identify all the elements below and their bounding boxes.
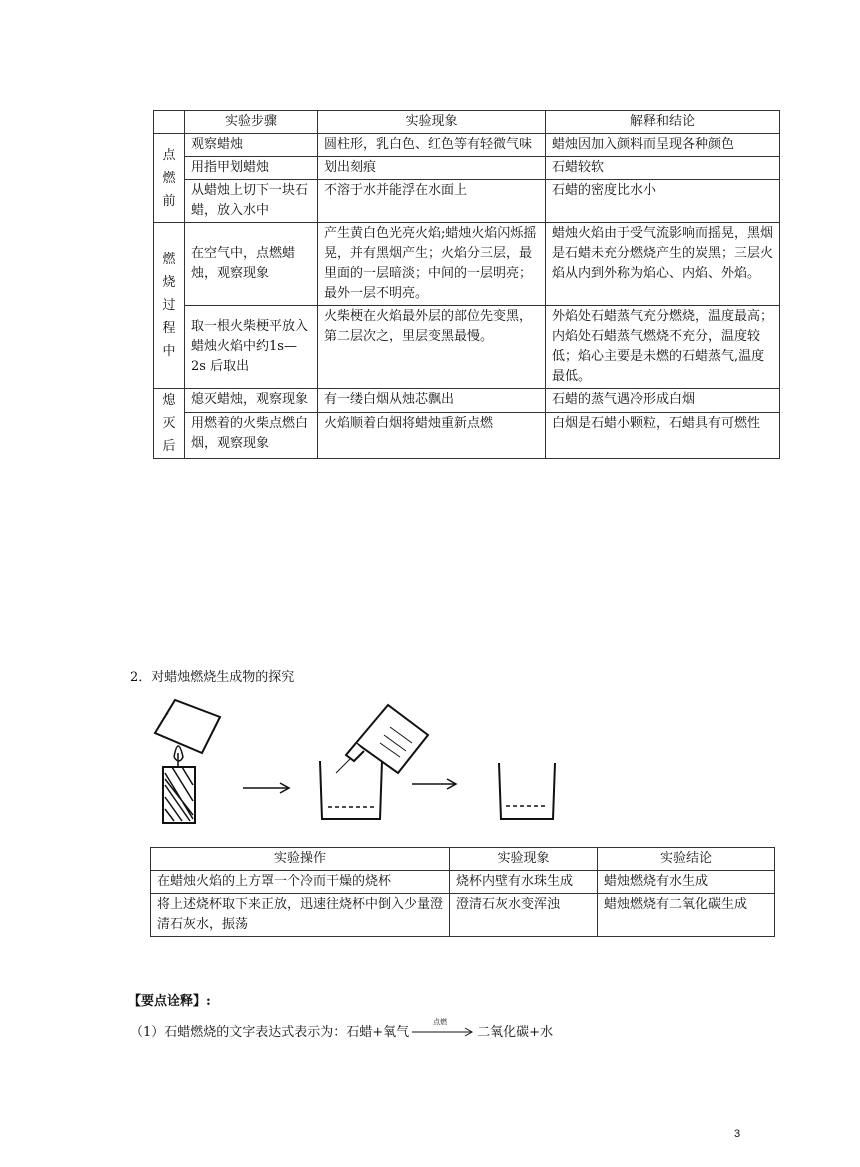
stage-label: 熄灭后 — [162, 393, 176, 454]
table-header-cell: 实验现象 — [450, 848, 598, 871]
phenomenon-cell: 产生黄白色光亮火焰;蜡烛火焰闪烁摇晃，并有黑烟产生；火焰分三层，最里面的一层暗淡；中间的一层明亮；最外一层不明亮。 — [318, 223, 546, 306]
conclusion-cell: 石蜡的蒸气遇冷形成白烟 — [546, 389, 780, 413]
beaker-icon — [499, 763, 555, 819]
equation-products: 二氧化碳+水 — [477, 1024, 554, 1040]
section-heading: 2．对蜡烛燃烧生成物的探究 — [130, 670, 295, 685]
beaker-icon — [320, 761, 382, 819]
right-arrow-icon — [411, 1020, 475, 1040]
arrow-icon — [243, 783, 289, 793]
table-header-row — [154, 111, 780, 134]
step-cell: 在空气中，点燃蜡烛，观察现象 — [185, 223, 318, 306]
conclusion-cell: 蜡烛燃烧有二氧化碳生成 — [598, 894, 775, 937]
reagent-bottle-icon — [336, 705, 428, 773]
step-cell: 用指甲划蜡烛 — [185, 157, 318, 180]
table-row — [151, 894, 775, 937]
table-row — [154, 413, 780, 459]
table-header-cell: 实验步骤 — [185, 111, 318, 134]
table-row — [151, 871, 775, 894]
conclusion-cell: 蜡烛燃烧有水生成 — [598, 871, 775, 894]
conclusion-cell: 白烟是石蜡小颗粒，石蜡具有可燃性 — [546, 413, 780, 459]
conclusion-cell: 石蜡较软 — [546, 157, 780, 180]
page-number: 3 — [734, 1128, 741, 1140]
table-row — [154, 389, 780, 413]
table-header-cell — [154, 111, 185, 134]
stage-after-cell — [154, 389, 185, 459]
conclusion-cell: 外焰处石蜡蒸气充分燃烧，温度最高；内焰处石蜡蒸气燃烧不充分，温度较低；焰心主要是未燃的石蜡蒸气,温度最低。 — [546, 306, 780, 389]
combustion-products-table — [150, 847, 775, 937]
phenomenon-cell: 划出刻痕 — [318, 157, 546, 180]
table-header-cell: 实验操作 — [151, 848, 450, 871]
stage-label: 燃烧过程中 — [162, 252, 176, 359]
table-row — [154, 306, 780, 389]
inverted-beaker-icon — [155, 700, 220, 753]
conclusion-cell: 蜡烛火焰由于受气流影响而摇晃，黑烟是石蜡未充分燃烧产生的炭黑；三层火焰从内到外称为焰心、内焰、外焰。 — [546, 223, 780, 306]
phenomenon-cell: 火柴梗在火焰最外层的部位先变黑，第二层次之，里层变黑最慢。 — [318, 306, 546, 389]
table-row — [154, 223, 780, 306]
phenomenon-cell: 不溶于水并能浮在水面上 — [318, 180, 546, 223]
table-header-cell: 实验结论 — [598, 848, 775, 871]
table-row — [154, 180, 780, 223]
stage-before-cell — [154, 134, 185, 223]
reaction-arrow — [411, 1020, 475, 1040]
step-cell: 熄灭蜡烛，观察现象 — [185, 389, 318, 413]
table-header-cell: 解释和结论 — [546, 111, 780, 134]
operation-cell: 在蜡烛火焰的上方罩一个冷而干燥的烧杯 — [151, 871, 450, 894]
phenomenon-cell: 澄清石灰水变浑浊 — [450, 894, 598, 937]
phenomenon-cell: 烧杯内壁有水珠生成 — [450, 871, 598, 894]
table-row — [154, 157, 780, 180]
phenomenon-cell: 火焰顺着白烟将蜡烛重新点燃 — [318, 413, 546, 459]
phenomenon-cell: 有一缕白烟从烛芯飘出 — [318, 389, 546, 413]
step-cell: 用燃着的火柴点燃白烟，观察现象 — [185, 413, 318, 459]
phenomenon-cell: 圆柱形，乳白色、红色等有轻微气味 — [318, 134, 546, 157]
stage-during-cell — [154, 223, 185, 389]
step-cell: 观察蜡烛 — [185, 134, 318, 157]
equation-reactants: （1）石蜡燃烧的文字表达式表示为：石蜡+氧气 — [130, 1024, 410, 1040]
step-cell: 取一根火柴梗平放入蜡烛火焰中约1s—2s 后取出 — [185, 306, 318, 389]
candle-illustration — [163, 746, 195, 823]
candle-observation-table — [153, 110, 780, 459]
reaction-condition: 点燃 — [433, 1018, 448, 1026]
experiment-diagram — [150, 695, 580, 835]
key-points-heading: 【要点诠释】: — [128, 994, 211, 1009]
operation-cell: 将上述烧杯取下来正放，迅速往烧杯中倒入少量澄清石灰水，振荡 — [151, 894, 450, 937]
table-header-row — [151, 848, 775, 871]
conclusion-cell: 石蜡的密度比水小 — [546, 180, 780, 223]
table-header-cell: 实验现象 — [318, 111, 546, 134]
word-equation — [130, 1020, 553, 1040]
table-row — [154, 134, 780, 157]
step-cell: 从蜡烛上切下一块石蜡，放入水中 — [185, 180, 318, 223]
conclusion-cell: 蜡烛因加入颜料而呈现各种颜色 — [546, 134, 780, 157]
arrow-icon — [412, 779, 456, 789]
stage-label: 点燃前 — [162, 147, 176, 209]
